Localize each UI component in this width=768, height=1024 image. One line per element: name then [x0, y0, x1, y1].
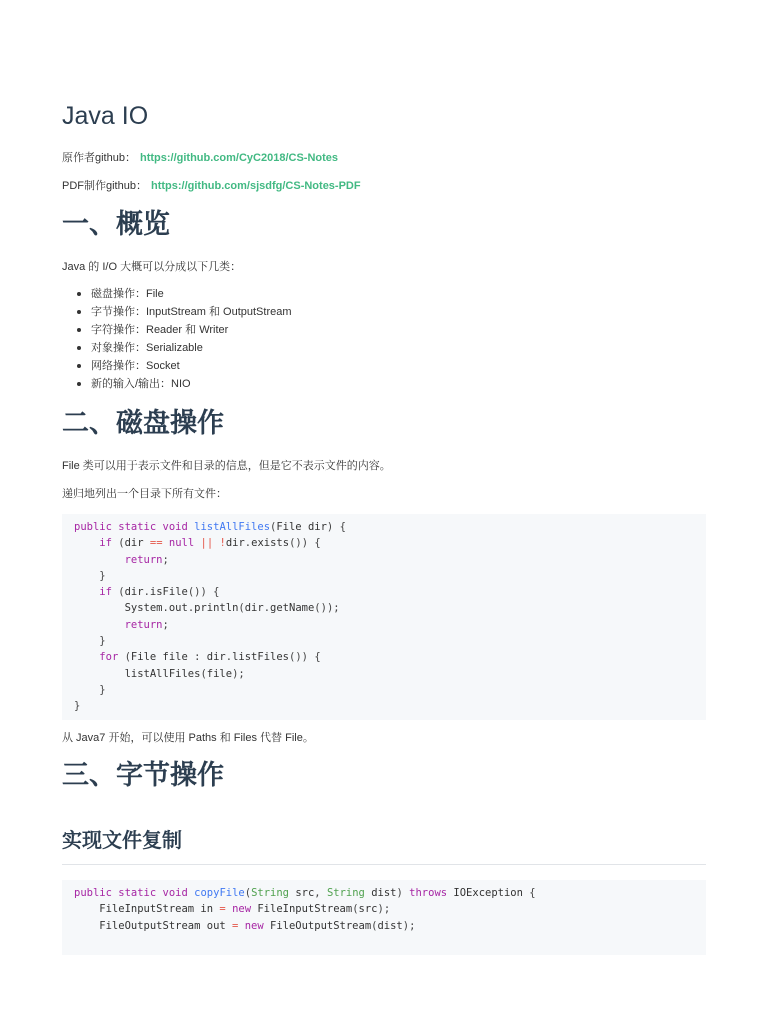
pdf-author-label: PDF制作github：	[62, 180, 147, 192]
author-link[interactable]: https://github.com/CyC2018/CS-Notes	[139, 152, 339, 164]
code-line: }	[99, 683, 106, 696]
subheading-file-copy: 实现文件复制	[62, 826, 706, 865]
code-line: public static void listAllFiles(File dir) {	[74, 521, 346, 533]
list-item: 字符操作：Reader 和 Writer	[91, 321, 292, 339]
code-line: if (dir.isFile()) {	[99, 586, 220, 599]
disk-para-file-class: File 类可以用于表示文件和目录的信息，但是它不表示文件的内容。	[62, 460, 391, 472]
code-line: }	[99, 635, 106, 648]
bullet-icon	[77, 364, 81, 368]
disk-para-java7: 从 Java7 开始，可以使用 Paths 和 Files 代替 File。	[62, 732, 314, 744]
bullet-icon	[77, 346, 81, 350]
list-item: 对象操作：Serializable	[91, 339, 292, 357]
overview-list	[62, 285, 292, 393]
code-line: }	[74, 700, 81, 713]
code-line: FileInputStream in = new FileInputStream(src);	[74, 903, 391, 916]
overview-intro: Java 的 I/O 大概可以分成以下几类：	[62, 261, 242, 273]
code-block-list-all-files	[62, 514, 706, 720]
code-line: if (dir == null || !dir.exists()) {	[99, 537, 321, 550]
code-line: listAllFiles(file);	[74, 667, 245, 680]
bullet-icon	[77, 292, 81, 296]
code-line: }	[99, 569, 106, 582]
code-line: System.out.println(dir.getName());	[74, 602, 340, 615]
list-item: 字节操作：InputStream 和 OutputStream	[91, 303, 292, 321]
code-line: return;	[124, 618, 169, 631]
section-heading-overview: 一、概览	[62, 209, 170, 240]
list-item: 磁盘操作：File	[91, 285, 292, 303]
pdf-author-line	[62, 178, 361, 194]
document-title: Java IO	[62, 102, 149, 130]
list-item: 网络操作：Socket	[91, 357, 292, 375]
list-item: 新的输入/输出：NIO	[91, 375, 292, 393]
disk-para-recursive: 递归地列出一个目录下所有文件：	[62, 488, 227, 500]
code-block-copy-file	[62, 880, 706, 955]
section-heading-bytes: 三、字节操作	[62, 760, 224, 791]
bullet-icon	[77, 310, 81, 314]
pdf-author-link[interactable]: https://github.com/sjsdfg/CS-Notes-PDF	[150, 180, 361, 192]
code-line: for (File file : dir.listFiles()) {	[99, 651, 321, 664]
author-label: 原作者github：	[62, 152, 136, 164]
code-line: return;	[124, 553, 169, 566]
bullet-icon	[77, 382, 81, 386]
bullet-icon	[77, 328, 81, 332]
author-line	[62, 150, 338, 166]
section-heading-disk: 二、磁盘操作	[62, 408, 224, 439]
code-line: FileOutputStream out = new FileOutputStream(dist);	[74, 919, 416, 932]
code-line: public static void copyFile(String src, String dist) throws IOException {	[74, 887, 536, 899]
